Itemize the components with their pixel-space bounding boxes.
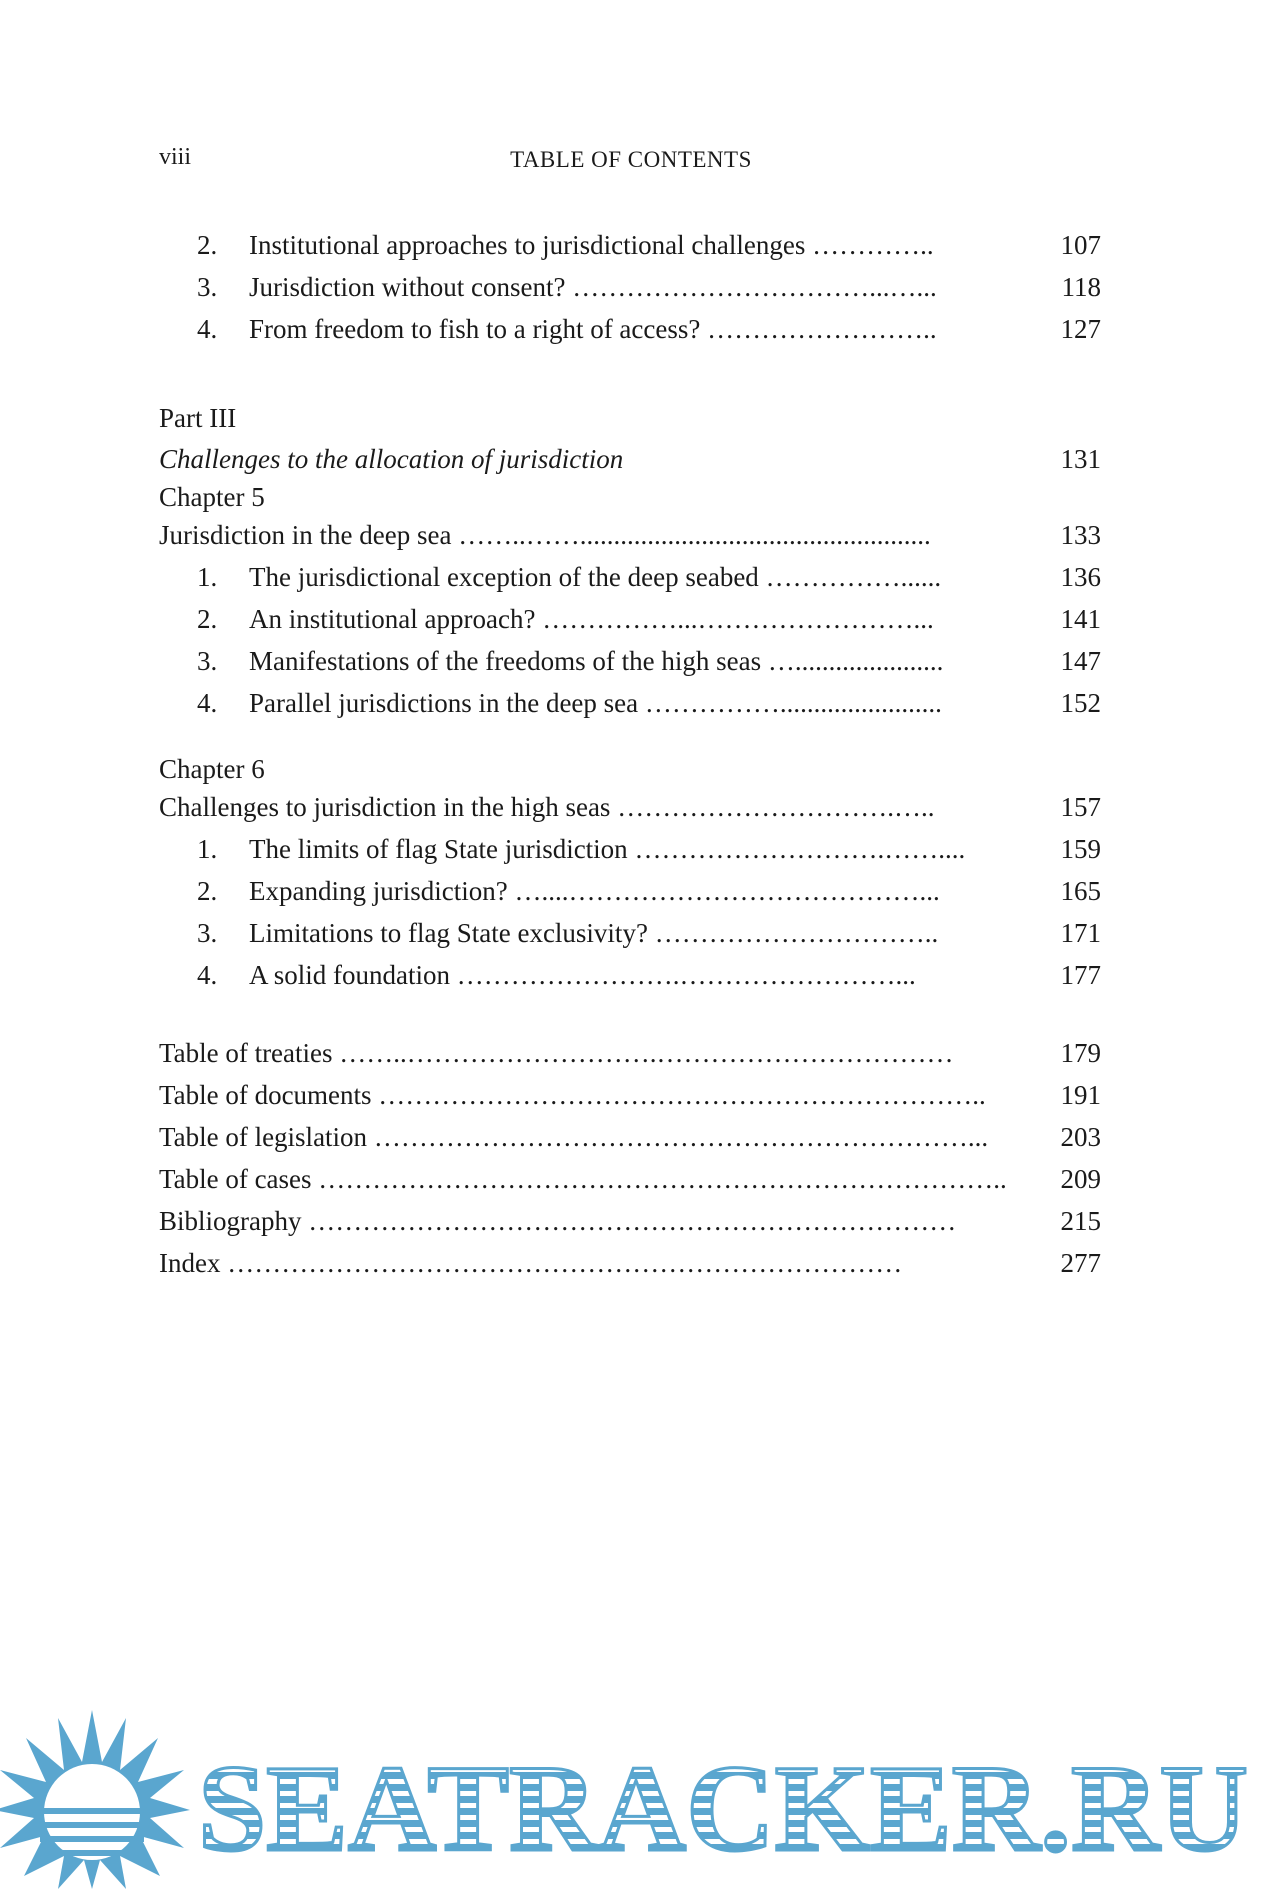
entry-number: 4. — [197, 314, 218, 344]
entry-page: 131 — [1060, 444, 1101, 474]
part-title: Challenges to the allocation of jurisdiction — [159, 444, 624, 474]
chapter-label: Chapter 5 — [159, 482, 265, 512]
toc-entry[interactable] — [159, 266, 1101, 308]
entry-number: 1. — [197, 834, 218, 864]
entry-page: 118 — [1061, 272, 1101, 302]
entry-title: An institutional approach? ……………...……………………... — [249, 604, 934, 634]
table-of-contents — [159, 224, 1101, 1284]
back-matter-entry[interactable] — [159, 1032, 1101, 1074]
page-number: viii — [159, 144, 192, 170]
chapter-title: Challenges to jurisdiction in the high seas ………………………….….. — [159, 792, 935, 822]
entry-title: Table of documents ………………………………………………………….. — [159, 1080, 986, 1110]
chapter-label: Chapter 6 — [159, 754, 265, 784]
watermark-text: SEATRACKER.RU — [198, 1740, 1248, 1877]
entry-title: Table of cases ………………………………………………………………….. — [159, 1164, 1007, 1194]
chapter-title: Jurisdiction in the deep sea ……..…….................................................... — [159, 520, 931, 550]
entry-title: Institutional approaches to jurisdictional challenges ………….. — [249, 230, 934, 260]
entry-title: A solid foundation …………………….……………………... — [249, 960, 916, 990]
toc-entry[interactable] — [159, 870, 1101, 912]
entry-page: 107 — [1060, 230, 1101, 260]
chapter-title-entry[interactable] — [159, 786, 1101, 828]
back-matter-entry[interactable] — [159, 1200, 1101, 1242]
chapter-title-entry[interactable] — [159, 514, 1101, 556]
toc-entry[interactable] — [159, 828, 1101, 870]
entry-title: Jurisdiction without consent? ……………………………...…... — [249, 272, 937, 302]
entry-title: From freedom to fish to a right of access? …………………….. — [249, 314, 937, 344]
entry-title: The limits of flag State jurisdiction ……………………….…….... — [249, 834, 966, 864]
toc-entry[interactable] — [159, 640, 1101, 682]
entry-title: Parallel jurisdictions in the deep sea ……………........................ — [249, 688, 942, 718]
entry-title: Table of treaties ……..……………………….…………………………… — [159, 1038, 954, 1068]
entry-page: 127 — [1060, 314, 1101, 344]
entry-number: 3. — [197, 918, 218, 948]
sun-icon — [0, 1710, 190, 1889]
entry-page: 159 — [1060, 834, 1101, 864]
entry-number: 3. — [197, 272, 218, 302]
entry-page: 209 — [1060, 1164, 1101, 1194]
entry-title: Index ………………………………………………………………… — [159, 1248, 903, 1278]
entry-page: 147 — [1060, 646, 1101, 676]
entry-page: 171 — [1060, 918, 1101, 948]
entry-page: 179 — [1060, 1038, 1101, 1068]
entry-page: 191 — [1060, 1080, 1101, 1110]
part-title-entry[interactable] — [159, 438, 1101, 480]
entry-page: 215 — [1060, 1206, 1101, 1236]
toc-entry[interactable] — [159, 224, 1101, 266]
entry-page: 136 — [1060, 562, 1101, 592]
toc-entry[interactable] — [159, 912, 1101, 954]
entry-number: 4. — [197, 688, 218, 718]
toc-entry[interactable] — [159, 556, 1101, 598]
toc-entry[interactable] — [159, 308, 1101, 350]
back-matter-entry[interactable] — [159, 1242, 1101, 1284]
back-matter-entry[interactable] — [159, 1158, 1101, 1200]
entry-page: 152 — [1060, 688, 1101, 718]
entry-page: 141 — [1060, 604, 1101, 634]
entry-title: Manifestations of the freedoms of the high seas …...................... — [249, 646, 944, 676]
back-matter-entry[interactable] — [159, 1116, 1101, 1158]
seatracker-watermark — [0, 1700, 1262, 1889]
entry-number: 2. — [197, 876, 218, 906]
back-matter-entry[interactable] — [159, 1074, 1101, 1116]
entry-number: 4. — [197, 960, 218, 990]
entry-page: 277 — [1060, 1248, 1101, 1278]
entry-page: 133 — [1060, 520, 1101, 550]
entry-page: 157 — [1060, 792, 1101, 822]
entry-title: The jurisdictional exception of the deep seabed ……………...... — [249, 562, 942, 592]
entry-page: 177 — [1060, 960, 1101, 990]
toc-entry[interactable] — [159, 682, 1101, 724]
toc-entry[interactable] — [159, 598, 1101, 640]
entry-number: 1. — [197, 562, 218, 592]
entry-number: 3. — [197, 646, 218, 676]
entry-title: Expanding jurisdiction? …....…………………………………... — [249, 876, 940, 906]
watermark-graphic — [0, 1700, 1262, 1889]
entry-number: 2. — [197, 230, 218, 260]
entry-page: 203 — [1060, 1122, 1101, 1152]
running-title: TABLE OF CONTENTS — [510, 147, 752, 172]
entry-number: 2. — [197, 604, 218, 634]
toc-entry[interactable] — [159, 954, 1101, 996]
part-label: Part III — [159, 403, 237, 433]
entry-title: Table of legislation …………………………………………………………... — [159, 1122, 989, 1152]
entry-page: 165 — [1060, 876, 1101, 906]
entry-title: Bibliography ……………………………………………………………… — [159, 1206, 957, 1236]
entry-title: Limitations to flag State exclusivity? ………………………….. — [249, 918, 939, 948]
